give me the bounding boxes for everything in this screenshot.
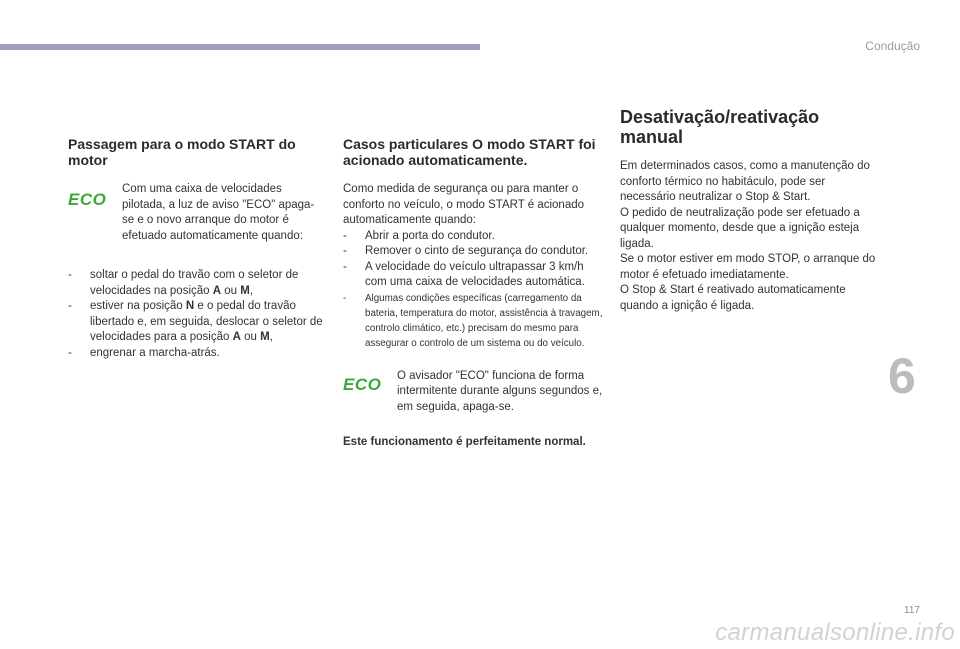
list-dash: -	[343, 292, 347, 304]
gear-position: A	[232, 331, 241, 343]
eco-info-row	[68, 182, 326, 244]
paragraph: O Stop & Start é reativado automaticamente quando a ignição é ligada.	[620, 284, 846, 312]
special-cases-intro: Como medida de segurança ou para manter o conforto no veículo, o modo START é acionado automaticamente quando:	[343, 183, 585, 226]
list-text: ou	[221, 284, 241, 297]
heading-start-mode: Passagem para o modo START do motor	[68, 136, 296, 168]
eco-description: Com uma caixa de velocidades pilotada, a luz de aviso "ECO" apaga-se e o novo arranque do motor é efetuado automaticamente quando:	[122, 183, 315, 242]
list-item	[68, 346, 326, 362]
eco-icon: ECO	[68, 190, 107, 209]
list-text: engrenar a marcha-atrás.	[90, 346, 220, 359]
watermark: carmanualsonline.info	[715, 619, 955, 646]
gear-position: A	[212, 284, 222, 297]
list-text: ,	[249, 284, 254, 297]
eco-icon: ECO	[343, 374, 382, 394]
gear-position: M	[240, 284, 250, 297]
list-text: e o pedal do travão libertado e, em seguida, deslocar o seletor de velocidades para a posição	[90, 300, 323, 343]
gear-position: N	[185, 300, 195, 312]
list-text: soltar o pedal do travão com o seletor de velocidades na posição	[90, 269, 299, 297]
chapter-number: 6	[888, 348, 916, 404]
paragraph: Se o motor estiver em modo STOP, o arranque do motor é efetuado imediatamente.	[620, 253, 876, 281]
list-text: Remover o cinto de segurança do condutor.	[365, 245, 589, 257]
list-text: estiver na posição	[90, 300, 186, 312]
gear-position: M	[260, 331, 270, 343]
list-dash: -	[68, 346, 72, 359]
normal-operation-note: Este funcionamento é perfeitamente normal.	[343, 436, 586, 448]
list-item	[343, 260, 603, 291]
list-dash: -	[343, 245, 347, 257]
list-item	[68, 299, 326, 346]
start-conditions-list	[68, 268, 326, 361]
section-title: Condução	[865, 39, 920, 53]
eco-description: O avisador "ECO" funciona de forma intermitente durante alguns segundos e, em seguida, apaga-se.	[397, 369, 603, 413]
list-dash: -	[68, 269, 72, 281]
page-number: 117	[904, 605, 920, 616]
eco-info-row	[343, 369, 603, 416]
paragraph: O pedido de neutralização pode ser efetuado a qualquer momento, desde que a ignição esteja ligada.	[620, 206, 860, 250]
list-text: ou	[240, 331, 261, 343]
list-text: ,	[269, 331, 273, 343]
list-text: Abrir a porta do condutor.	[365, 229, 495, 242]
heading-special-cases: Casos particulares O modo START foi acionado automaticamente.	[343, 136, 596, 168]
column-manual-deactivation	[620, 107, 878, 314]
column-start-mode	[68, 136, 326, 361]
column-special-cases	[343, 136, 603, 451]
list-item	[343, 244, 603, 260]
special-cases-list	[343, 229, 603, 351]
list-item	[343, 291, 603, 351]
list-item	[68, 268, 326, 299]
paragraph: Em determinados casos, como a manutenção do conforto térmico no habitáculo, pode ser necessário neutralizar o Stop & Start.	[620, 160, 870, 203]
list-text: Algumas condições específicas (carregamento da bateria, temperatura do motor, assistência à travagem, controlo climático, etc.) precisam do mesmo para assegurar o controlo de um sistema ou do veículo.	[365, 292, 603, 349]
header-accent-bar	[0, 44, 480, 50]
list-dash: -	[343, 260, 347, 273]
list-dash: -	[343, 229, 347, 242]
list-dash: -	[68, 300, 72, 312]
list-text: A velocidade do veículo ultrapassar 3 km/h com uma caixa de velocidades automática.	[365, 260, 585, 288]
list-item	[343, 229, 603, 245]
heading-manual-deactivation: Desativação/reativação manual	[620, 107, 820, 147]
